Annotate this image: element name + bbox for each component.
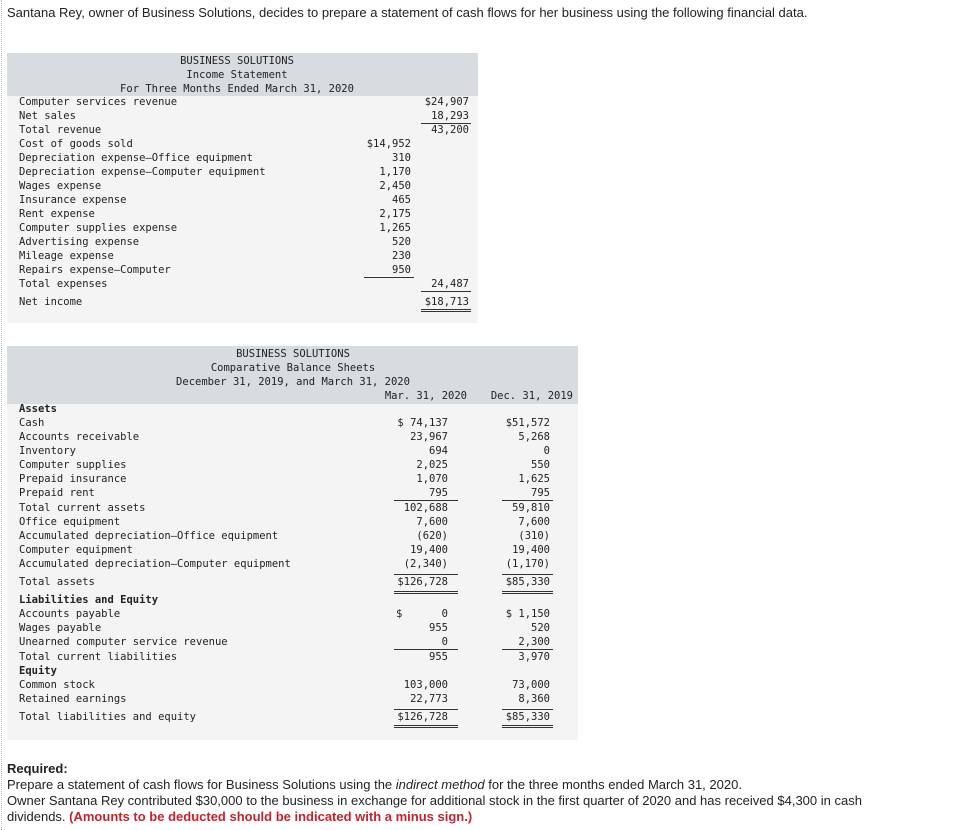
balance-line-label: Prepaid rent — [19, 487, 95, 499]
balance-line-label: Unearned computer service revenue — [19, 636, 228, 648]
balance-line-label: Computer supplies — [19, 459, 127, 471]
double-rule — [502, 725, 553, 726]
income-line-label: Computer supplies expense — [19, 222, 178, 234]
income-line-amount: 950 — [392, 264, 411, 276]
balance-line-prior: (1,170) — [505, 558, 550, 570]
income-line-amount: 1,265 — [379, 222, 411, 234]
balance-line-label: Office equipment — [19, 516, 121, 528]
column-header-prior: Dec. 31, 2019 — [490, 390, 573, 402]
balance-line-current: $ 74,137 — [397, 417, 448, 429]
intro-text: Santana Rey, owner of Business Solutions, decides to prepare a statement of cash flows for her business using the following financial data. — [7, 5, 808, 20]
balance-line-label: Total assets — [19, 576, 95, 588]
required-details: Owner Santana Rey contributed $30,000 to the business in exchange for additional stock in the first quarter of 2020 and has received $4,300 in cash dividends. (Amounts to be deducted should be indicated with a minus sign.) — [7, 793, 862, 824]
balance-line-label: Accumulated depreciation—Computer equipment — [19, 558, 291, 570]
balance-line-prior: 1,625 — [518, 473, 550, 485]
rule — [421, 291, 471, 292]
balance-line-label: Computer equipment — [19, 544, 133, 556]
income-line-label: Total expenses — [19, 278, 108, 290]
balance-line-current: 1,070 — [416, 473, 448, 485]
income-line-label: Mileage expense — [19, 250, 114, 262]
income-line-label: Advertising expense — [19, 236, 140, 248]
balance-line-current: 19,400 — [410, 544, 448, 556]
rule — [502, 500, 553, 501]
income-line-total: 43,200 — [431, 124, 469, 136]
balance-line-prior: 19,400 — [512, 544, 550, 556]
balance-line-label: Retained earnings — [19, 693, 127, 705]
rule — [394, 574, 458, 575]
balance-line-prior: 5,268 — [518, 431, 550, 443]
income-statement — [7, 53, 478, 323]
double-rule — [502, 591, 553, 592]
balance-line-prior: 73,000 — [512, 679, 550, 691]
income-line-label: Insurance expense — [19, 194, 127, 206]
balance-line-prior: 8,360 — [518, 693, 550, 705]
income-line-label: Total revenue — [19, 124, 102, 136]
balance-line-label: Accumulated depreciation—Office equipment — [19, 530, 279, 542]
balance-line-current: 955 — [429, 651, 448, 663]
income-line-label: Rent expense — [19, 208, 95, 220]
balance-line-current: 7,600 — [416, 516, 448, 528]
balance-line-prior: $ 1,150 — [505, 608, 550, 620]
income-statement-title: Income Statement — [186, 69, 288, 81]
income-line-label: Wages expense — [19, 180, 102, 192]
rule — [502, 649, 553, 650]
balance-line-label: Equity — [19, 665, 57, 677]
rule — [502, 709, 553, 710]
balance-line-label: Wages payable — [19, 622, 102, 634]
rule — [502, 574, 553, 575]
required-instruction: Prepare a statement of cash flows for Business Solutions using the indirect method for the three months ended March 31, 2020. — [7, 777, 742, 792]
balance-line-prior: $51,572 — [505, 417, 550, 429]
balance-line-prior: 795 — [531, 487, 550, 499]
balance-line-current: 0 — [441, 608, 448, 620]
income-line-amount: 230 — [392, 250, 411, 262]
income-line-label: Repairs expense—Computer — [19, 264, 171, 276]
balance-line-prior: 59,810 — [512, 502, 550, 514]
dollar-sign: $ — [396, 608, 403, 620]
required-heading: Required: — [7, 761, 68, 776]
income-line-label: Computer services revenue — [19, 96, 178, 108]
balance-line-current: $126,728 — [397, 711, 448, 723]
double-rule — [421, 309, 471, 310]
double-rule — [502, 593, 553, 594]
balance-line-prior: 7,600 — [518, 516, 550, 528]
income-line-label: Depreciation expense—Computer equipment — [19, 166, 266, 178]
income-line-label: Depreciation expense—Office equipment — [19, 152, 253, 164]
balance-line-label: Common stock — [19, 679, 95, 691]
balance-line-label: Inventory — [19, 445, 76, 457]
double-rule — [421, 311, 471, 312]
balance-line-label: Accounts receivable — [19, 431, 140, 443]
income-line-amount: 2,175 — [379, 208, 411, 220]
balance-line-prior: 520 — [531, 622, 550, 634]
balance-line-label: Assets — [19, 403, 57, 415]
balance-line-current: (620) — [416, 530, 448, 542]
income-line-label: Net income — [19, 296, 83, 308]
balance-line-prior: (310) — [518, 530, 550, 542]
column-header-current: Mar. 31, 2020 — [384, 390, 467, 402]
balance-line-prior: 2,300 — [518, 636, 550, 648]
balance-line-current: 2,025 — [416, 459, 448, 471]
double-rule — [502, 727, 553, 728]
balance-line-current: 795 — [429, 487, 448, 499]
left-margin-rule — [1, 0, 2, 830]
balance-line-prior: $85,330 — [505, 576, 550, 588]
balance-sheet-title: Comparative Balance Sheets — [210, 362, 376, 374]
income-line-amount: 310 — [392, 152, 411, 164]
double-rule — [394, 727, 458, 728]
balance-line-label: Total current assets — [19, 502, 146, 514]
balance-line-current: 23,967 — [410, 431, 448, 443]
income-line-label: Cost of goods sold — [19, 138, 133, 150]
income-line-amount: $14,952 — [366, 138, 411, 150]
balance-line-current: 102,688 — [403, 502, 448, 514]
rule — [394, 500, 458, 501]
income-line-total: $18,713 — [424, 296, 469, 308]
rule — [394, 649, 458, 650]
rule — [394, 709, 458, 710]
indirect-method-emphasis: indirect method — [395, 777, 485, 792]
balance-line-current: 694 — [429, 445, 448, 457]
double-rule — [394, 591, 458, 592]
required-section — [7, 761, 907, 825]
balance-line-prior: $85,330 — [505, 711, 550, 723]
balance-line-current: (2,340) — [403, 558, 448, 570]
balance-line-prior: 0 — [543, 445, 550, 457]
balance-line-label: Accounts payable — [19, 608, 121, 620]
balance-line-label: Total liabilities and equity — [19, 711, 197, 723]
rule — [421, 123, 471, 124]
balance-line-label: Prepaid insurance — [19, 473, 127, 485]
income-statement-period: For Three Months Ended March 31, 2020 — [120, 83, 354, 95]
income-line-amount: 465 — [392, 194, 411, 206]
income-line-amount: 520 — [392, 236, 411, 248]
balance-line-current: 0 — [441, 636, 448, 648]
income-line-amount: 1,170 — [379, 166, 411, 178]
balance-line-current: 103,000 — [403, 679, 448, 691]
income-line-amount: 2,450 — [379, 180, 411, 192]
income-statement-company: BUSINESS SOLUTIONS — [180, 55, 294, 67]
balance-line-label: Total current liabilities — [19, 651, 178, 663]
double-rule — [394, 725, 458, 726]
balance-line-prior: 550 — [531, 459, 550, 471]
balance-line-current: 955 — [429, 622, 448, 634]
income-line-label: Net sales — [19, 110, 76, 122]
balance-line-label: Liabilities and Equity — [19, 594, 159, 606]
balance-sheet-period: December 31, 2019, and March 31, 2020 — [176, 376, 410, 388]
balance-line-prior: 3,970 — [518, 651, 550, 663]
income-line-total: 18,293 — [431, 110, 469, 122]
balance-line-current: 22,773 — [410, 693, 448, 705]
income-line-total: $24,907 — [424, 96, 469, 108]
balance-sheet-company: BUSINESS SOLUTIONS — [236, 348, 350, 360]
minus-sign-note: (Amounts to be deducted should be indicated with a minus sign.) — [69, 809, 473, 824]
balance-sheet — [7, 346, 578, 740]
income-line-total: 24,487 — [431, 278, 469, 290]
balance-line-current: $126,728 — [397, 576, 448, 588]
double-rule — [394, 593, 458, 594]
rule — [364, 277, 414, 278]
balance-line-label: Cash — [19, 417, 45, 429]
